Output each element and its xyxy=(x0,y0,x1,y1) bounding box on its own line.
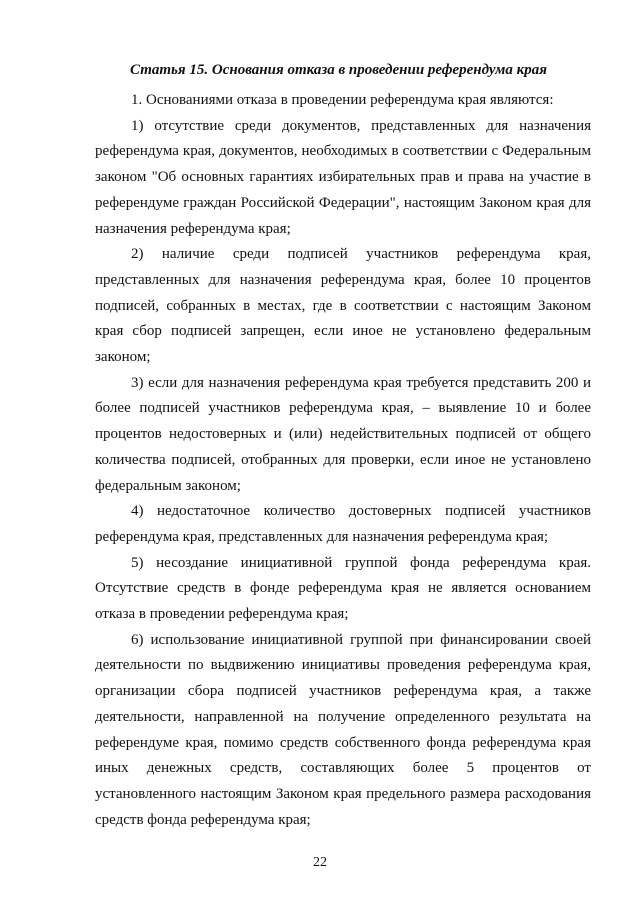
article-title: Статья 15. Основания отказа в проведении референдума края xyxy=(130,62,547,78)
paragraph-item-5: 5) несоздание инициативной группой фонда референдума края. Отсутствие средств в фонде референдума края не является основанием отказа в проведении референдума края; xyxy=(95,554,591,623)
paragraph-item-1: 1) отсутствие среди документов, представленных для назначения референдума края, документов, необходимых в соответствии с Федеральным законом "Об основных гарантиях избирательных прав и права на участие в референдуме граждан Российской Федерации", настоящим Законом края для назначения референдума края; xyxy=(95,117,591,237)
paragraph-item-2: 2) наличие среди подписей участников референдума края, представленных для назначения референдума края, более 10 процентов подписей, собранных в местах, где в соответствии с настоящим Законом края сбор подписей запрещен, если иное не установлено федеральным законом; xyxy=(95,246,591,366)
paragraph-intro: 1. Основаниями отказа в проведении референдума края являются: xyxy=(131,92,554,108)
page-number: 22 xyxy=(313,855,327,870)
article-body xyxy=(95,88,591,833)
paragraph-item-4: 4) недостаточное количество достоверных подписей участников референдума края, представленных для назначения референдума края; xyxy=(95,503,591,545)
paragraph-item-6: 6) использование инициативной группой при финансировании своей деятельности по выдвижению инициативы проведения референдума края, организации сбора подписей участников референдума края, а также деятельности, направленной на получение определенного результата на референдуме края, помимо средств собственного фонда референдума края иных денежных средств, составляющих более 5 процентов от установленного настоящим Законом края предельного размера расходования средств фонда референдума края; xyxy=(95,631,591,828)
paragraph-item-3: 3) если для назначения референдума края требуется представить 200 и более подписей участников референдума края, – выявление 10 и более процентов недостоверных и (или) недействительных подписей от общего количества подписей, отобранных для проверки, если иное не установлено федеральным законом; xyxy=(95,374,591,494)
